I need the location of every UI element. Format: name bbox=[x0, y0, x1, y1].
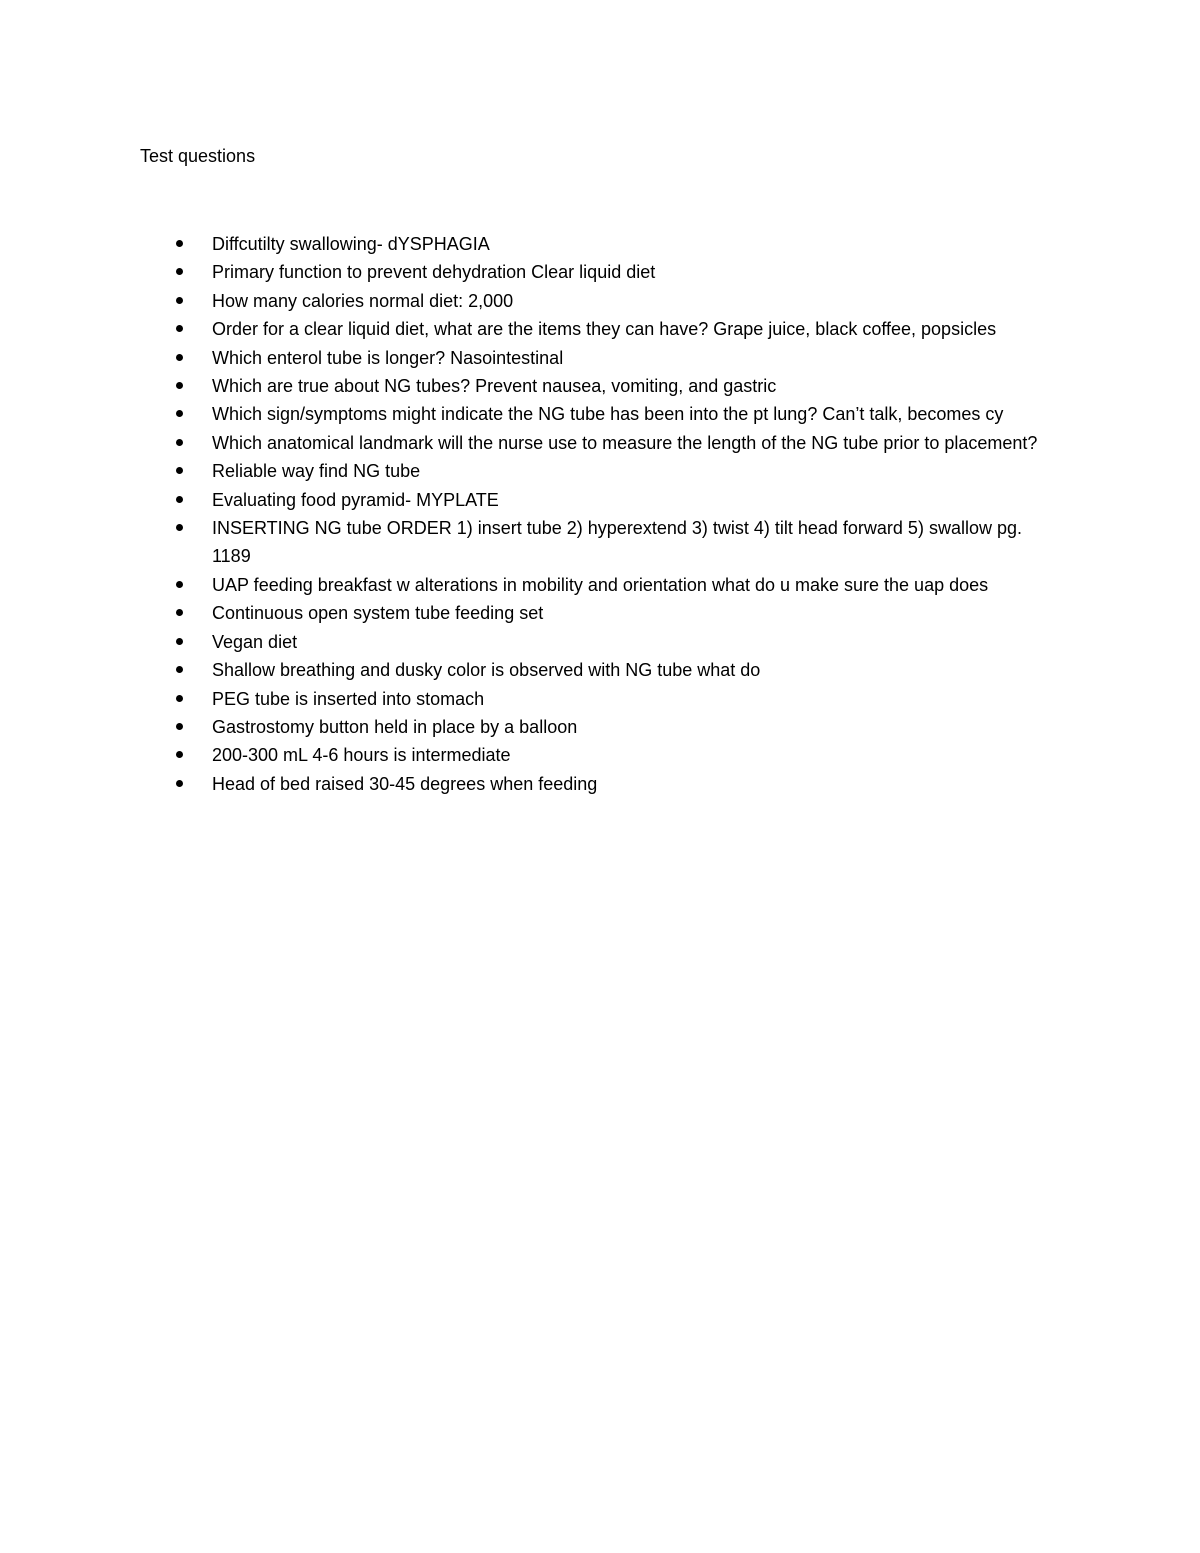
list-item-text: Vegan diet bbox=[212, 631, 298, 652]
bullet-icon bbox=[176, 780, 183, 787]
list-item bbox=[172, 486, 1062, 514]
list-item-text: INSERTING NG tube ORDER 1) insert tube 2) hyperextend 3) twist 4) tilt head forward 5) swallow pg. 1189 bbox=[212, 518, 1022, 567]
bullet-icon bbox=[176, 382, 183, 389]
list-item-text: Evaluating food pyramid- MYPLATE bbox=[212, 489, 499, 510]
bullet-icon bbox=[176, 723, 183, 730]
list-item bbox=[172, 372, 1062, 400]
list-item-text: Head of bed raised 30-45 degrees when feeding bbox=[212, 773, 598, 794]
list-item-text: Which anatomical landmark will the nurse use to measure the length of the NG tube prior to placement? bbox=[212, 432, 1038, 453]
list-item bbox=[172, 514, 1062, 571]
list-item bbox=[172, 457, 1062, 485]
bullet-icon bbox=[176, 609, 183, 616]
list-item-text: Which sign/symptoms might indicate the NG tube has been into the pt lung? Can’t talk, becomes cy bbox=[212, 404, 1004, 425]
bullet-icon bbox=[176, 666, 183, 673]
list-item bbox=[172, 258, 1062, 286]
list-item bbox=[172, 685, 1062, 713]
list-item-text: Gastrostomy button held in place by a balloon bbox=[212, 716, 578, 737]
list-item bbox=[172, 599, 1062, 627]
list-item bbox=[172, 344, 1062, 372]
list-item bbox=[172, 400, 1062, 428]
list-item bbox=[172, 628, 1062, 656]
list-item-text: Diffcutilty swallowing- dYSPHAGIA bbox=[212, 234, 490, 254]
list-item-text: Which enterol tube is longer? Nasointestinal bbox=[212, 347, 564, 368]
bullet-icon bbox=[176, 410, 183, 417]
bullet-icon bbox=[176, 751, 183, 758]
list-item-text: Shallow breathing and dusky color is observed with NG tube what do bbox=[212, 660, 761, 681]
list-item-text: How many calories normal diet: 2,000 bbox=[212, 290, 514, 311]
bullet-icon bbox=[176, 439, 183, 446]
list-item-text: Order for a clear liquid diet, what are the items they can have? Grape juice, black coffee, popsicles bbox=[212, 319, 997, 340]
bullet-icon bbox=[176, 240, 183, 247]
bullet-icon bbox=[176, 325, 183, 332]
list-item-text: 200-300 mL 4-6 hours is intermediate bbox=[212, 745, 511, 766]
bullet-icon bbox=[176, 496, 183, 503]
page-title: Test questions bbox=[140, 146, 256, 166]
list-item-text: UAP feeding breakfast w alterations in mobility and orientation what do u make sure the uap does bbox=[212, 574, 989, 595]
list-item-text: Continuous open system tube feeding set bbox=[212, 603, 544, 624]
bullet-icon bbox=[176, 581, 183, 588]
bullet-icon bbox=[176, 524, 183, 531]
question-list bbox=[172, 230, 1062, 798]
list-item bbox=[172, 656, 1062, 684]
bullet-icon bbox=[176, 638, 183, 645]
list-item-text: Primary function to prevent dehydration Clear liquid diet bbox=[212, 262, 656, 283]
list-item bbox=[172, 741, 1062, 769]
bullet-icon bbox=[176, 695, 183, 702]
list-item bbox=[172, 230, 1062, 258]
list-item-text: Which are true about NG tubes? Prevent nausea, vomiting, and gastric bbox=[212, 376, 777, 397]
list-item bbox=[172, 429, 1062, 457]
bullet-icon bbox=[176, 268, 183, 275]
list-item bbox=[172, 287, 1062, 315]
list-item bbox=[172, 571, 1062, 599]
list-item bbox=[172, 713, 1062, 741]
bullet-icon bbox=[176, 467, 183, 474]
bullet-icon bbox=[176, 297, 183, 304]
list-item-text: Reliable way find NG tube bbox=[212, 461, 421, 482]
list-item-text: PEG tube is inserted into stomach bbox=[212, 688, 485, 709]
list-item bbox=[172, 770, 1062, 798]
bullet-icon bbox=[176, 354, 183, 361]
list-item bbox=[172, 315, 1062, 343]
